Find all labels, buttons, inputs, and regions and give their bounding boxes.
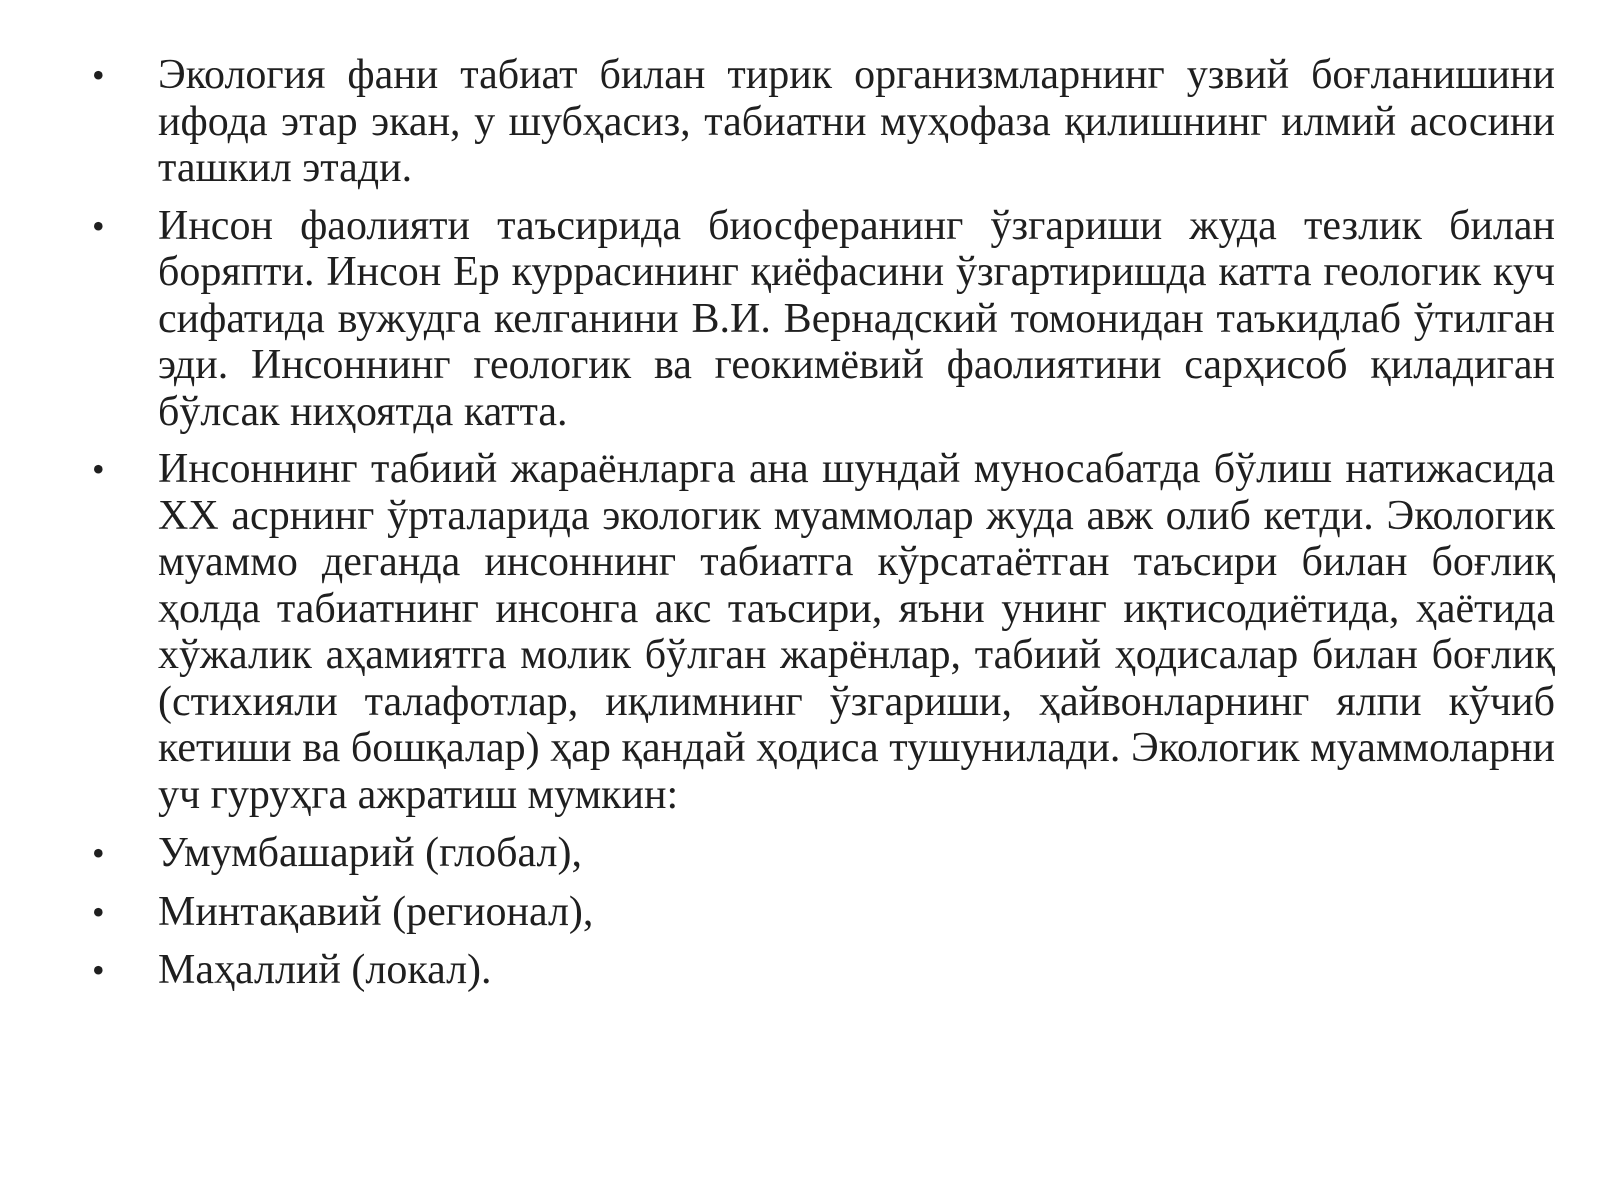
bullet-text: Маҳаллий (локал).	[158, 947, 492, 993]
bullet-icon: •	[92, 55, 105, 95]
bullet-text: Инсон фаолияти таъсирида биосферанинг ўзгариши жуда тезлик билан боряпти. Инсон Ер куррасининг қиёфасини ўзгартиришда катта геологик куч сифатида вужудга келганини В.И. Вернадский томонидан таъкидлаб ўтилган эди. Инсоннинг геологик ва геокимёвий фаолиятини сарҳисоб қиладиган бўлсак ниҳоятда катта.	[158, 202, 1555, 435]
bullet-icon: •	[92, 449, 105, 489]
bullet-list	[0, 52, 1600, 994]
bullet-item-local	[0, 947, 1600, 994]
bullet-item-human-activity	[0, 203, 1600, 436]
bullet-text: Умумбашарий (глобал),	[158, 830, 582, 876]
bullet-text: Минтақавий (регионал),	[158, 888, 594, 935]
bullet-icon: •	[92, 205, 105, 246]
bullet-text: Экология фани табиат билан тирик организмларнинг узвий боғланишини ифода этар экан, у шубҳасиз, табиатни муҳофаза қилишнинг илмий асосини ташкил этади.	[158, 52, 1555, 191]
bullet-item-ecology-science	[0, 52, 1600, 192]
bullet-icon: •	[92, 833, 105, 873]
bullet-item-ecological-problems	[0, 446, 1600, 818]
bullet-item-regional	[0, 889, 1600, 936]
bullet-icon: •	[92, 950, 105, 990]
bullet-icon: •	[92, 891, 105, 932]
bullet-text: Инсоннинг табиий жараёнларга ана шундай муносабатда бўлиш натижасида XX асрнинг ўрталарида экологик муаммолар жуда авж олиб кетди. Экологик муаммо деганда инсоннинг табиатга кўрсатаётган таъсири билан боғлиқ ҳолда табиатнинг инсонга акс таъсири, яъни унинг иқтисодиётида, ҳаётида хўжалик аҳамиятга молик бўлган жарёнлар, табиий ҳодисалар билан боғлиқ (стихияли талафотлар, иқлимнинг ўзгариши, ҳайвонларнинг ялпи кўчиб кетиши ва бошқалар) ҳар қандай ҳодиса тушунилади. Экологик муаммоларни уч гуруҳга ажратиш мумкин:	[158, 446, 1555, 818]
bullet-item-global	[0, 830, 1600, 877]
